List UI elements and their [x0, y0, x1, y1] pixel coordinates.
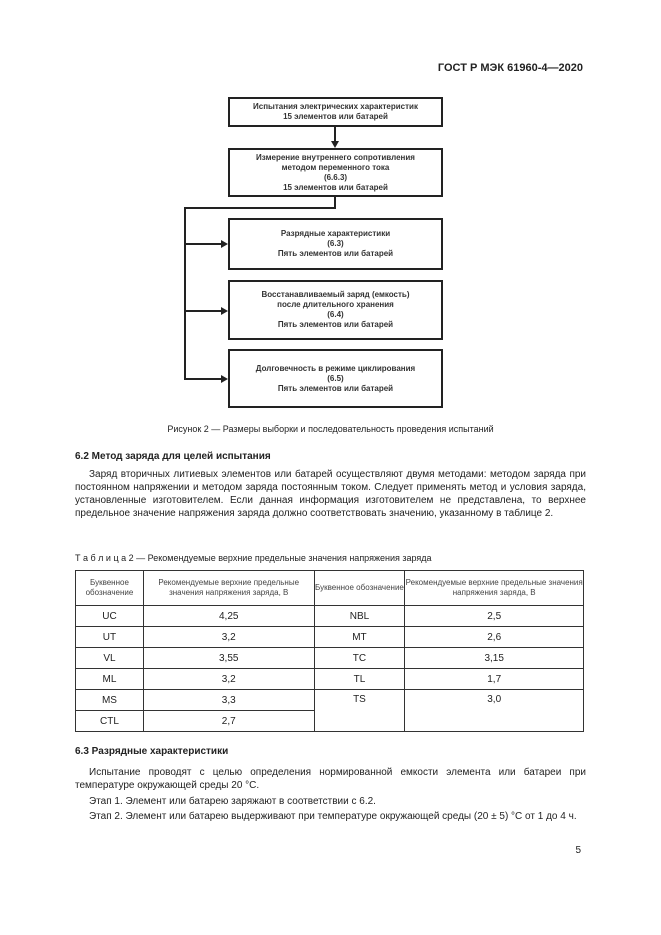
paragraph-text: Испытание проводят с целью определения нормированной емкости элемента или батареи при температуре окружающей среды 20 °C. [75, 767, 586, 791]
table-cell: 3,15 [405, 648, 584, 669]
table-cell: 4,25 [143, 606, 314, 627]
connector-line [184, 207, 336, 209]
flow-box-line: Испытания электрических характеристик [253, 102, 418, 111]
flow-box-storage [228, 280, 443, 340]
flow-box-line: (6.6.3) [323, 172, 348, 182]
table-cell: MT [314, 627, 405, 648]
table-cell: CTL [76, 711, 144, 732]
paragraph [75, 766, 586, 792]
flow-box-cycling [228, 349, 443, 408]
paragraph [75, 468, 586, 520]
table-cell: UC [76, 606, 144, 627]
table-cell: 2,7 [143, 711, 314, 732]
table-cell: ML [76, 669, 144, 690]
arrow-line [184, 243, 221, 245]
flow-box-line: (6.3) [327, 239, 344, 248]
page-number: 5 [575, 845, 581, 856]
flow-box-line: 15 элементов или батарей [283, 182, 388, 192]
connector-line [184, 207, 186, 380]
table-cell: VL [76, 648, 144, 669]
table-row [76, 690, 584, 711]
flow-box-line: Разрядные характеристики [280, 229, 391, 238]
document-header: ГОСТ Р МЭК 61960-4—2020 [437, 62, 583, 74]
paragraph-text: Заряд вторичных литиевых элементов или батарей осуществляют двумя методами: методом заряда при постоянном напряжении и методом заряда постоянным током. Следует применять метод и условия заряда, установленные изготовителем. Если данная информация изготовителем не представлена, то верхнее предельное значение напряжения заряда должно соответствовать значению, указанному в таблице 2. [75, 469, 586, 519]
table-cell: 2,5 [405, 606, 584, 627]
table-row [76, 627, 584, 648]
table-caption: Т а б л и ц а 2 — Рекомендуемые верхние предельные значения напряжения заряда [75, 553, 432, 563]
flow-box-line: методом переменного тока [281, 162, 390, 172]
table-cell: 3,0 [405, 690, 584, 732]
table-cell: 3,3 [143, 690, 314, 711]
table-cell: 2,6 [405, 627, 584, 648]
arrow-line [184, 378, 221, 380]
flow-box-line: (6.5) [327, 373, 344, 383]
arrow-line [334, 127, 336, 141]
section-heading-6-2: 6.2 Метод заряда для целей испытания [75, 451, 271, 462]
table-cell: NBL [314, 606, 405, 627]
table-header: Рекомендуемые верхние предельные значения напряжения заряда, В [143, 571, 314, 606]
flow-box-line: Восстанавливаемый заряд (емкость) [261, 290, 410, 299]
flow-box-line: (6.4) [327, 310, 344, 319]
section-heading-6-3: 6.3 Разрядные характеристики [75, 746, 229, 757]
table-cell: 3,2 [143, 669, 314, 690]
table-cell: UT [76, 627, 144, 648]
arrow-right-icon [221, 375, 228, 383]
paragraph: Этап 2. Элемент или батарею выдерживают при температуре окружающей среды (20 ± 5) °C от 1 до 4 ч. [89, 811, 577, 822]
flow-box-internal-resistance [228, 148, 443, 197]
table-header: Буквенное обозначение [314, 571, 405, 606]
arrow-down-icon [331, 141, 339, 148]
arrow-right-icon [221, 240, 228, 248]
flow-box-line: Измерение внутреннего сопротивления [256, 152, 415, 162]
table-cell: 3,2 [143, 627, 314, 648]
table-cell: TL [314, 669, 405, 690]
flow-box-line: Пять элементов или батарей [277, 249, 394, 258]
table-cell: MS [76, 690, 144, 711]
flow-box-electrical-tests [228, 97, 443, 127]
arrow-line [184, 310, 221, 312]
flow-box-line: после длительного хранения [277, 300, 394, 309]
flow-box-line: Пять элементов или батарей [277, 320, 394, 329]
figure-caption: Рисунок 2 — Размеры выборки и последовательность проведения испытаний [167, 424, 494, 434]
table-cell: TS [314, 690, 405, 732]
flow-box-line: Пять элементов или батарей [277, 383, 394, 393]
flow-box-line: 15 элементов или батарей [283, 112, 388, 121]
table-cell: TC [314, 648, 405, 669]
table-charge-voltage [75, 570, 584, 732]
table-header-row [76, 571, 584, 606]
arrow-right-icon [221, 307, 228, 315]
table-cell: 3,55 [143, 648, 314, 669]
table-row [76, 648, 584, 669]
table-header: Буквенное обозначение [76, 571, 144, 606]
table-row [76, 606, 584, 627]
flow-box-line: Долговечность в режиме циклирования [255, 363, 416, 373]
table-header: Рекомендуемые верхние предельные значения напряжения заряда, В [405, 571, 584, 606]
flow-box-discharge [228, 218, 443, 270]
table-cell: 1,7 [405, 669, 584, 690]
table-row [76, 669, 584, 690]
paragraph: Этап 1. Элемент или батарею заряжают в соответствии с 6.2. [89, 796, 376, 807]
